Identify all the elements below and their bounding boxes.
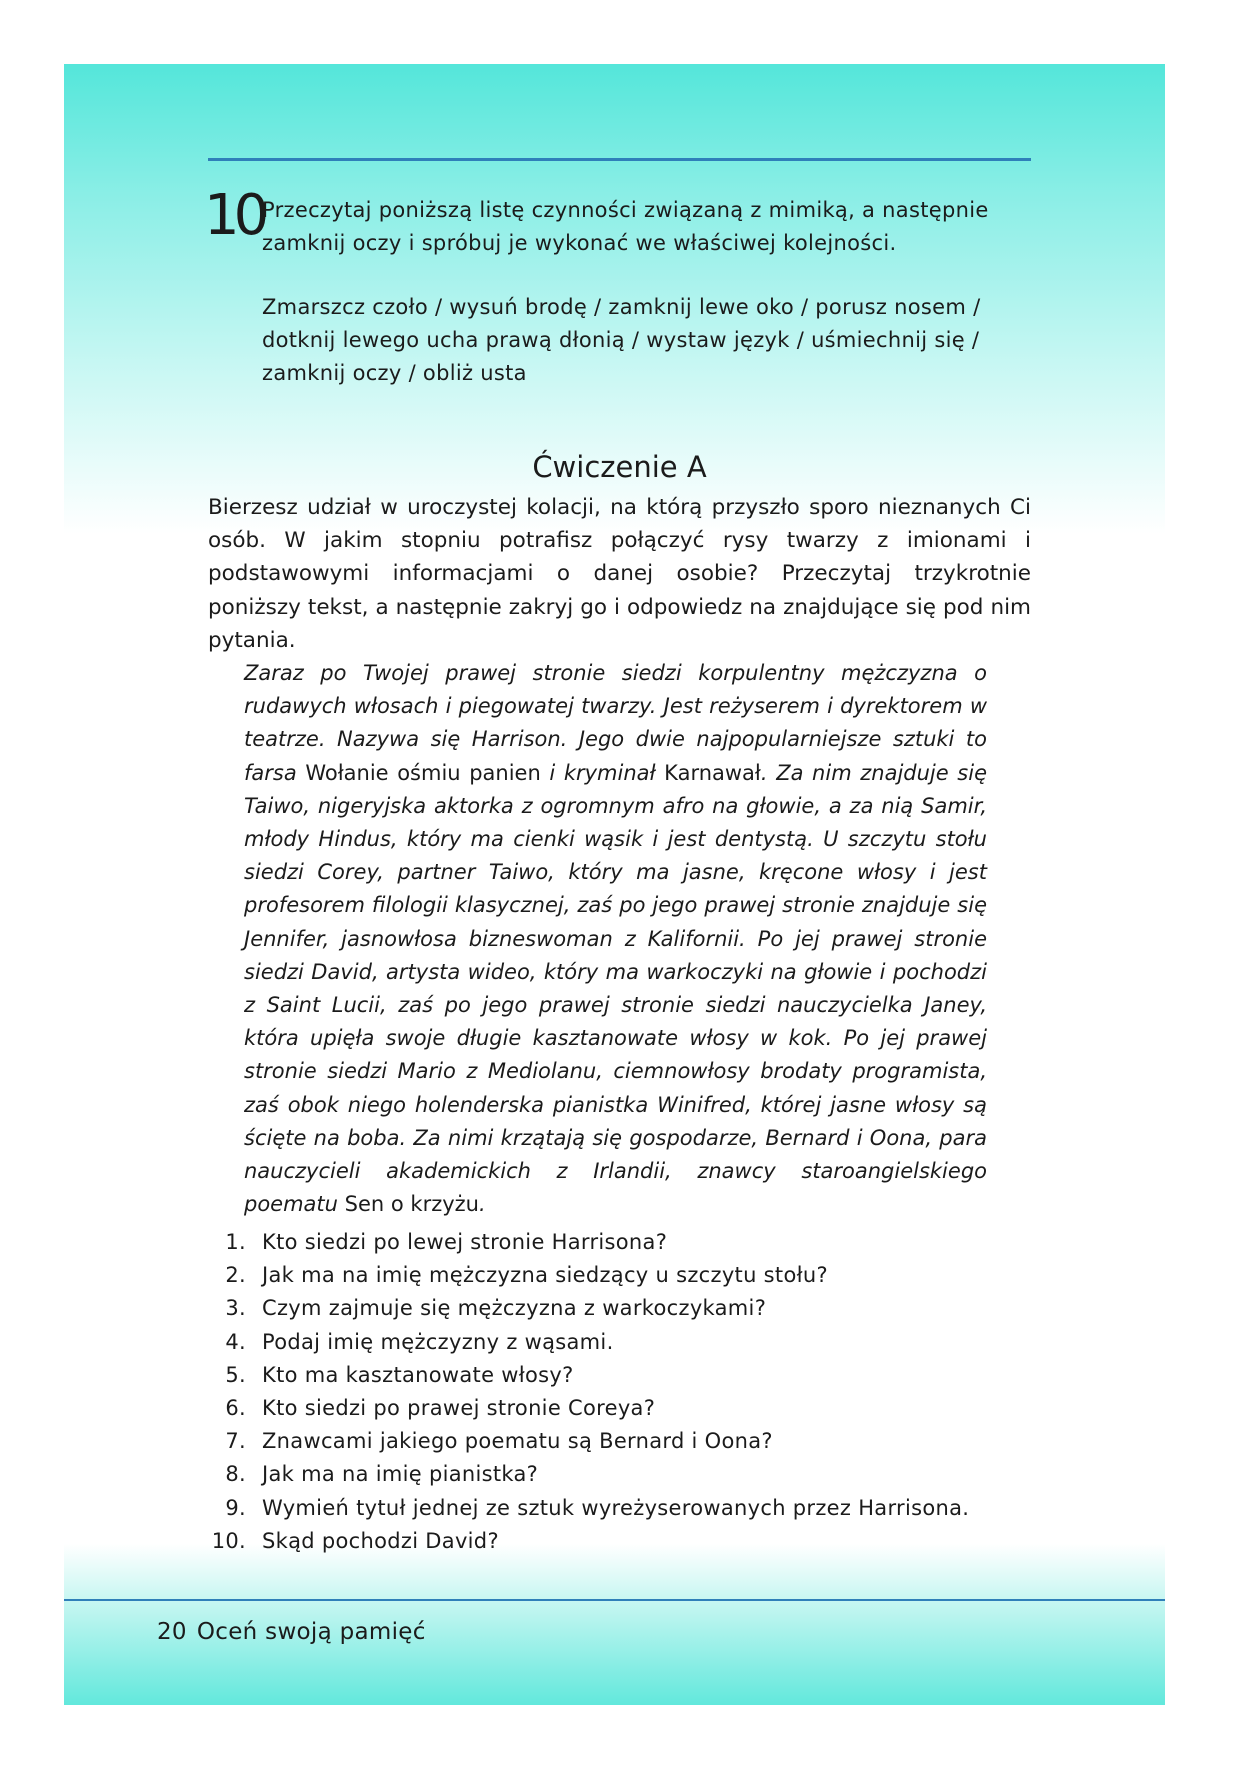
question-text: Czym zajmuje się mężczyzna z warkoczykami? — [262, 1296, 767, 1321]
question-item — [208, 1392, 1031, 1425]
story-part-1: Zaraz po Twojej prawej stronie siedzi korpulentny mężczyzna o rudawych włosach i piegowatej twarzy. Jest reżyserem i dyrektorem w teatrze. Nazywa się Harrison. Jego dwie najpopularniejsze sztuki to farsa — [244, 661, 987, 785]
question-text: Podaj imię mężczyzny z wąsami. — [262, 1329, 614, 1354]
question-item — [208, 1525, 1031, 1558]
question-number: 9. — [225, 1495, 246, 1520]
question-list — [208, 1226, 1031, 1558]
question-item — [208, 1292, 1031, 1325]
exercise-action-list: Zmarszcz czoło / wysuń brodę / zamknij lewe oko / porusz nosem / dotknij lewego ucha prawą dłonią / wystaw język / uśmiechnij się / zamknij oczy / obliż usta — [262, 295, 981, 385]
play-title-farce: Wołanie ośmiu panien — [305, 760, 541, 785]
question-text: Skąd pochodzi David? — [262, 1528, 499, 1553]
question-text: Kto siedzi po prawej stronie Coreya? — [262, 1396, 656, 1421]
page-number: 20 — [157, 1619, 187, 1645]
question-text: Kto siedzi po lewej stronie Harrisona? — [262, 1230, 668, 1254]
exercise-number: 10 — [204, 183, 264, 248]
story-part-4: . — [479, 1192, 486, 1217]
question-number: 10. — [211, 1528, 246, 1553]
play-title-crime: Karnawał — [664, 760, 761, 785]
question-item — [208, 1492, 1031, 1525]
question-text: Jak ma na imię mężczyzna siedzący u szczytu stołu? — [262, 1263, 828, 1288]
question-text: Jak ma na imię pianistka? — [262, 1462, 539, 1487]
story-text — [244, 657, 987, 1221]
question-number: 7. — [225, 1429, 246, 1454]
story-part-3: . Za nim znajduje się Taiwo, nigeryjska aktorka z ogromnym afro na głowie, a za nią Samir, młody Hindus, który ma cienki wąsik i jest dentystą. U szczytu stołu siedzi Corey, partner Taiwo, który ma jasne, kręcone włosy i jest profesorem filologii klasycznej, zaś po jego prawej stronie znajduje się Jennifer, jasnowłosa bizneswoman z Kalifornii. Po jej prawej stronie siedzi David, artysta wideo, który ma warkoczyki na głowie i pochodzi z Saint Lucii, zaś po jego prawej stronie siedzi nauczycielka Janey, która upięła swoje długie kasztanowate włosy w kok. Po jej prawej stronie siedzi Mario z Mediolanu, ciemnowłosy brodaty programista, zaś obok niego holenderska pianistka Winifred, której jasne włosy są ścięte na boba. Za nimi krzątają się gospodarze, Bernard i Oona, para nauczycieli akademickich z Irlandii, znawcy staroangielskiego poematu — [244, 760, 987, 1217]
question-item — [208, 1458, 1031, 1491]
section-title: Ćwiczenie A — [532, 450, 707, 484]
chapter-title: Oceń swoją pamięć — [196, 1619, 426, 1645]
poem-title: Sen o krzyżu — [344, 1192, 479, 1217]
question-number: 5. — [225, 1362, 246, 1387]
question-item — [208, 1359, 1031, 1392]
question-number: 3. — [225, 1296, 246, 1321]
question-text: Wymień tytuł jednej ze sztuk wyreżyserowanych przez Harrisona. — [262, 1495, 970, 1520]
question-item — [208, 1259, 1031, 1292]
question-item — [208, 1425, 1031, 1458]
question-text: Kto ma kasztanowate włosy? — [262, 1362, 574, 1387]
section-intro: Bierzesz udział w uroczystej kolacji, na którą przyszło sporo nieznanych Ci osób. W jakim stopniu potrafisz połączyć rysy twarzy z imionami i podstawowymi informacjami o danej osobie? Przeczytaj trzykrotnie poniższy tekst, a następnie zakryj go i odpowiedz na znajdujące się pod nim pytania. — [208, 495, 1031, 653]
top-divider — [208, 158, 1031, 161]
exercise-instruction: Przeczytaj poniższą listę czynności związaną z mimiką, a następnie zamknij oczy i spróbuj je wykonać we właściwej kolejności. — [262, 198, 989, 255]
story-part-2: i kryminał — [540, 760, 665, 785]
bottom-divider — [64, 1599, 1165, 1601]
question-number: 4. — [225, 1329, 246, 1354]
page-footer — [157, 1617, 426, 1647]
question-number: 6. — [225, 1396, 246, 1421]
question-text: Znawcami jakiego poematu są Bernard i Oona? — [262, 1429, 773, 1454]
question-item — [208, 1326, 1031, 1359]
question-number: 1. — [225, 1230, 246, 1254]
question-item — [208, 1226, 1031, 1259]
question-number: 2. — [225, 1263, 246, 1288]
question-number: 8. — [225, 1462, 246, 1487]
